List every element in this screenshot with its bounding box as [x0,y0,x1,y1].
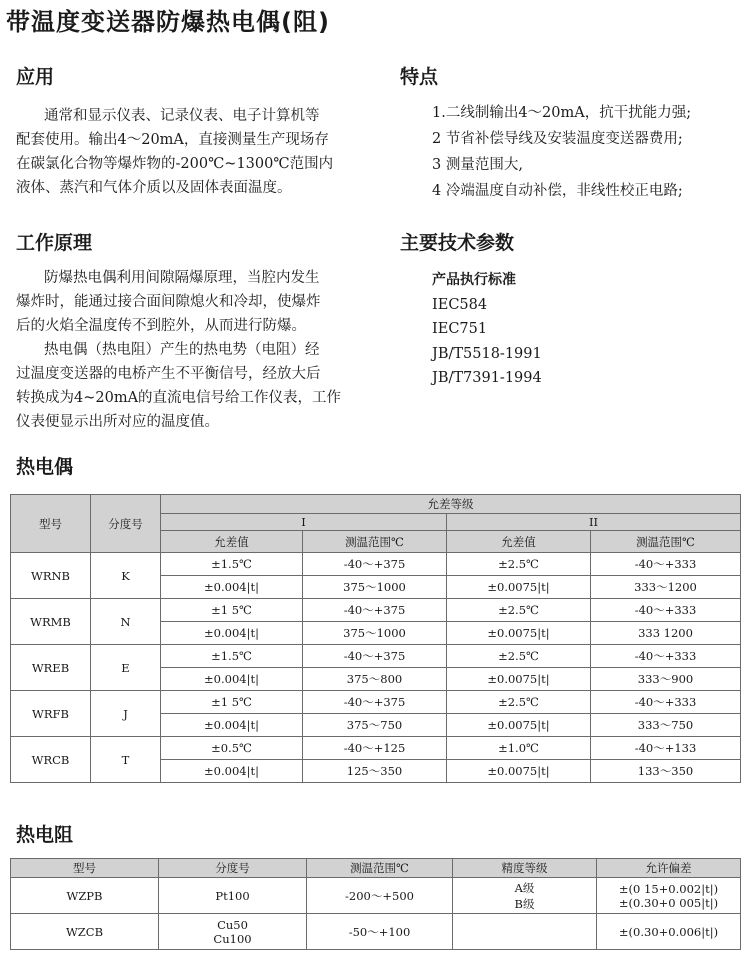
header-graduation: 分度号 [91,495,161,553]
header-range: 测温范围℃ [303,531,447,553]
deviation-cell [597,878,741,914]
table-cell: ±0.004|t| [161,760,303,783]
table-cell: ±1.0℃ [447,737,591,760]
text-line: 液体、蒸汽和气体介质以及固体表面温度。 [16,180,292,196]
header-range: 测温范围℃ [591,531,741,553]
table-cell: ±1 5℃ [161,599,303,622]
table-cell: 133～350 [591,760,741,783]
deviation-cell: ±(0.30+0.006|t|) [597,914,741,950]
table-cell: 333～1200 [591,576,741,599]
table-cell: ±0.0075|t| [447,760,591,783]
header-model: 型号 [11,859,159,878]
standards-heading: 产品执行标准 [432,272,516,288]
graduation-cell: T [91,737,161,783]
accuracy-cell [453,914,597,950]
table-row [11,914,741,950]
graduation-b: Cu100 [213,931,252,946]
header-class-1: I [161,514,447,531]
list-item: IEC751 [432,321,488,337]
table-cell: 125～350 [303,760,447,783]
table-cell: 375～750 [303,714,447,737]
table-cell: -40～+333 [591,691,741,714]
accuracy-b: B级 [514,896,535,911]
header-tolerance-class: 允差等级 [161,495,741,514]
table-cell: ±0.0075|t| [447,622,591,645]
specs-heading: 主要技术参数 [400,232,515,254]
list-item: 2 节省补偿导线及安装温度变送器费用; [432,131,683,147]
features-heading: 特点 [400,66,439,88]
graduation-cell: K [91,553,161,599]
accuracy-cell [453,878,597,914]
application-heading: 应用 [16,66,55,88]
table-cell: ±0.004|t| [161,714,303,737]
table-row [11,553,741,576]
rtd-heading: 热电阻 [16,824,74,846]
table-cell: ±1.5℃ [161,553,303,576]
table-cell: ±2.5℃ [447,553,591,576]
list-item: 1.二线制输出4～20mA，抗干扰能力强; [432,105,692,121]
header-model: 型号 [11,495,91,553]
model-cell: WZPB [11,878,159,914]
text-line: 转换成为4~20mA的直流电信号给工作仪表，工作 [16,390,342,406]
table-cell: ±0.004|t| [161,668,303,691]
list-item: JB/T5518-1991 [432,345,542,362]
model-cell: WRNB [11,553,91,599]
table-cell: ±2.5℃ [447,691,591,714]
table-cell: 375～800 [303,668,447,691]
table-cell: ±1 5℃ [161,691,303,714]
list-item: 4 冷端温度自动补偿，非线性校正电路; [432,183,683,199]
table-row [11,859,741,878]
table-row [11,645,741,668]
text-line: 过温度变送器的电桥产生不平衡信号，经放大后 [16,366,321,382]
list-item: 3 测量范围大, [432,157,523,173]
header-tolerance: 允差值 [161,531,303,553]
text-line: 仪表便显示出所对应的温度值。 [16,414,219,430]
accuracy-a: A级 [514,880,535,895]
deviation-b: ±(0.30+0 005|t|) [618,895,719,910]
table-row [11,737,741,760]
table-cell: 375～1000 [303,622,447,645]
table-cell: ±0.004|t| [161,622,303,645]
text-line: 爆炸时，能通过接合面间隙熄火和冷却，使爆炸 [16,294,321,310]
table-cell: -40～+333 [591,553,741,576]
model-cell: WRFB [11,691,91,737]
principle-text [16,266,396,434]
table-cell: -40～+133 [591,737,741,760]
graduation-cell [159,914,307,950]
application-text [16,104,386,200]
table-cell: ±2.5℃ [447,645,591,668]
model-cell: WZCB [11,914,159,950]
table-cell: -40～+375 [303,645,447,668]
thermocouple-table [10,494,741,783]
table-cell: -40～+333 [591,645,741,668]
features-list [432,100,750,204]
header-tolerance: 允差值 [447,531,591,553]
model-cell: WREB [11,645,91,691]
table-cell: 333 1200 [591,622,741,645]
graduation-a: Cu50 [217,917,248,932]
graduation-cell: N [91,599,161,645]
text-line: 热电偶（热电阻）产生的热电势（电阻）经 [44,342,320,358]
header-class-2: II [447,514,741,531]
model-cell: WRCB [11,737,91,783]
table-row [11,599,741,622]
table-cell: ±0.0075|t| [447,576,591,599]
table-cell: -40～+333 [591,599,741,622]
table-row [11,495,741,514]
graduation-cell: E [91,645,161,691]
table-cell: ±2.5℃ [447,599,591,622]
table-cell: ±1.5℃ [161,645,303,668]
table-cell: ±0.004|t| [161,576,303,599]
list-item: JB/T7391-1994 [432,370,542,386]
model-cell: WRMB [11,599,91,645]
rtd-table [10,858,741,950]
range-cell: -50～+100 [307,914,453,950]
range-cell: -200～+500 [307,878,453,914]
graduation-cell: J [91,691,161,737]
table-cell: ±0.0075|t| [447,714,591,737]
header-accuracy: 精度等级 [453,859,597,878]
text-line: 后的火焰全温度传不到腔外，从而进行防爆。 [16,318,306,334]
text-line: 在碳氯化合物等爆炸物的-200℃~1300℃范围内 [16,156,334,172]
table-cell: -40～+375 [303,553,447,576]
header-graduation: 分度号 [159,859,307,878]
table-cell: -40～+125 [303,737,447,760]
header-range: 测温范围℃ [307,859,453,878]
table-row [11,691,741,714]
list-item: IEC584 [432,296,488,313]
table-row [11,878,741,914]
deviation-a: ±(0 15+0.002|t|) [618,881,719,896]
standards-list [432,268,732,391]
table-cell: 333～900 [591,668,741,691]
table-cell: -40～+375 [303,599,447,622]
graduation-cell: Pt100 [159,878,307,914]
page-title: 带温度变送器防爆热电偶(阻) [6,8,330,36]
text-line: 防爆热电偶利用间隙隔爆原理，当腔内发生 [44,270,320,286]
table-cell: -40～+375 [303,691,447,714]
thermocouple-heading: 热电偶 [16,456,74,478]
table-cell: 333～750 [591,714,741,737]
principle-heading: 工作原理 [16,232,93,254]
table-cell: 375～1000 [303,576,447,599]
text-line: 配套使用。输出4～20mA，直接测量生产现场存 [16,132,329,148]
table-cell: ±0.0075|t| [447,668,591,691]
table-cell: ±0.5℃ [161,737,303,760]
text-line: 通常和显示仪表、记录仪表、电子计算机等 [44,108,320,124]
header-deviation: 允许偏差 [597,859,741,878]
